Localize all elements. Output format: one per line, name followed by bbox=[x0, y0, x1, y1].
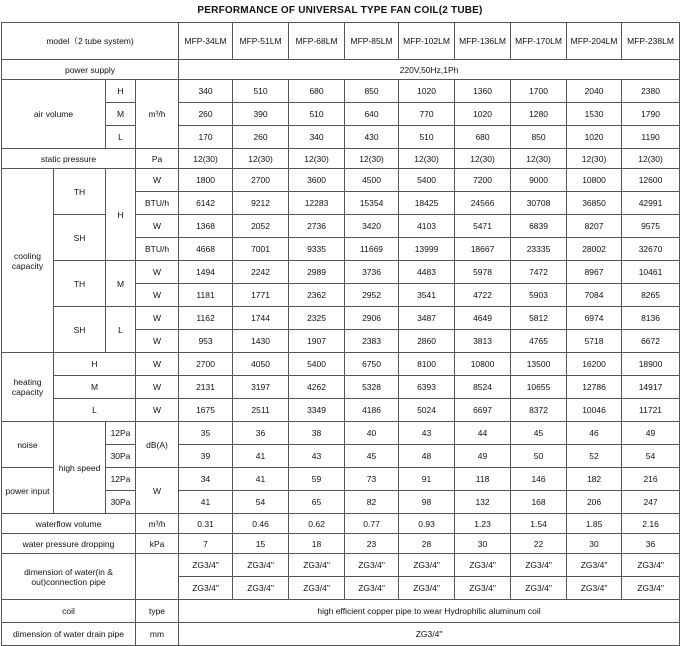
value-cell: 65 bbox=[289, 491, 345, 514]
value-cell: 2952 bbox=[345, 284, 399, 307]
table-row bbox=[2, 307, 680, 330]
value-cell: 1.85 bbox=[567, 514, 622, 534]
power-supply-value: 220V,50Hz,1Ph bbox=[179, 60, 680, 80]
value-cell: 5400 bbox=[399, 169, 455, 192]
value-cell: 24566 bbox=[455, 192, 511, 215]
value-cell: 1790 bbox=[622, 103, 680, 126]
value-cell: 0.77 bbox=[345, 514, 399, 534]
value-cell: 1800 bbox=[179, 169, 233, 192]
value-cell: 54 bbox=[622, 445, 680, 468]
water-pressure-label: water pressure dropping bbox=[2, 534, 136, 554]
speed-level: L bbox=[106, 307, 136, 353]
value-cell: 12(30) bbox=[567, 149, 622, 169]
value-cell: 1675 bbox=[179, 399, 233, 422]
value-cell: ZG3/4" bbox=[399, 577, 455, 600]
value-cell: ZG3/4" bbox=[455, 577, 511, 600]
table-title: PERFORMANCE OF UNIVERSAL TYPE FAN COIL(2 TUBE) bbox=[197, 5, 483, 16]
value-cell: ZG3/4" bbox=[622, 554, 680, 577]
value-cell: 5978 bbox=[455, 261, 511, 284]
value-cell: 91 bbox=[399, 468, 455, 491]
value-cell: 1430 bbox=[233, 330, 289, 353]
noise-unit: dB(A) bbox=[136, 422, 179, 468]
value-cell: 510 bbox=[289, 103, 345, 126]
value-cell: 260 bbox=[233, 126, 289, 149]
value-cell: 7001 bbox=[233, 238, 289, 261]
value-cell: 22 bbox=[511, 534, 567, 554]
value-cell: 6142 bbox=[179, 192, 233, 215]
value-cell: 30708 bbox=[511, 192, 567, 215]
value-cell: 10046 bbox=[567, 399, 622, 422]
value-cell: 3487 bbox=[399, 307, 455, 330]
value-cell: 3813 bbox=[455, 330, 511, 353]
table-row bbox=[2, 514, 680, 534]
value-cell: 35 bbox=[179, 422, 233, 445]
value-cell: 168 bbox=[511, 491, 567, 514]
value-cell: 41 bbox=[179, 491, 233, 514]
model-name: MFP-85LM bbox=[345, 23, 399, 60]
value-cell: 54 bbox=[233, 491, 289, 514]
value-cell: 3541 bbox=[399, 284, 455, 307]
value-cell: 510 bbox=[399, 126, 455, 149]
value-cell: 2700 bbox=[179, 353, 233, 376]
high-speed-label: high speed bbox=[54, 422, 106, 514]
value-cell: 1280 bbox=[511, 103, 567, 126]
value-cell: 5400 bbox=[289, 353, 345, 376]
value-cell: 680 bbox=[289, 80, 345, 103]
value-cell: 8372 bbox=[511, 399, 567, 422]
value-cell: 1.23 bbox=[455, 514, 511, 534]
value-cell: 4186 bbox=[345, 399, 399, 422]
value-cell: 15 bbox=[233, 534, 289, 554]
value-cell: 8524 bbox=[455, 376, 511, 399]
value-cell: 6839 bbox=[511, 215, 567, 238]
value-cell: 2700 bbox=[233, 169, 289, 192]
value-cell: 6393 bbox=[399, 376, 455, 399]
value-cell: 4050 bbox=[233, 353, 289, 376]
value-cell: 14917 bbox=[622, 376, 680, 399]
value-cell: 3600 bbox=[289, 169, 345, 192]
model-label: model（2 tube system) bbox=[2, 23, 179, 60]
connection-pipe-label: dimension of water(in & out)connection pipe bbox=[2, 554, 136, 600]
table-row bbox=[2, 600, 680, 623]
table-row bbox=[2, 23, 680, 60]
value-cell: 12(30) bbox=[622, 149, 680, 169]
value-cell: 23335 bbox=[511, 238, 567, 261]
table-row bbox=[2, 534, 680, 554]
value-cell: 4103 bbox=[399, 215, 455, 238]
pressure-level: 12Pa bbox=[106, 422, 136, 445]
value-cell: 4500 bbox=[345, 169, 399, 192]
table-row bbox=[2, 60, 680, 80]
value-cell: 18900 bbox=[622, 353, 680, 376]
value-cell: ZG3/4" bbox=[233, 554, 289, 577]
sh-label: SH bbox=[54, 307, 106, 353]
speed-level: M bbox=[106, 261, 136, 307]
value-cell: 38 bbox=[289, 422, 345, 445]
value-cell: ZG3/4" bbox=[455, 554, 511, 577]
value-cell: 52 bbox=[567, 445, 622, 468]
value-cell: 2860 bbox=[399, 330, 455, 353]
value-cell: 4722 bbox=[455, 284, 511, 307]
value-cell: 0.31 bbox=[179, 514, 233, 534]
value-cell: 640 bbox=[345, 103, 399, 126]
connection-pipe-unit bbox=[136, 554, 179, 600]
static-pressure-label: static pressure bbox=[2, 149, 136, 169]
sh-label: SH bbox=[54, 215, 106, 261]
table-row bbox=[2, 554, 680, 577]
value-cell: 2989 bbox=[289, 261, 345, 284]
value-cell: 2736 bbox=[289, 215, 345, 238]
value-cell: 2.16 bbox=[622, 514, 680, 534]
value-cell: 1494 bbox=[179, 261, 233, 284]
value-cell: ZG3/4" bbox=[345, 577, 399, 600]
value-cell: 8100 bbox=[399, 353, 455, 376]
value-cell: 340 bbox=[179, 80, 233, 103]
value-cell: 2131 bbox=[179, 376, 233, 399]
value-cell: 42991 bbox=[622, 192, 680, 215]
value-cell: ZG3/4" bbox=[622, 577, 680, 600]
value-cell: 10461 bbox=[622, 261, 680, 284]
value-cell: ZG3/4" bbox=[511, 554, 567, 577]
value-cell: 36 bbox=[622, 534, 680, 554]
speed-level: L bbox=[54, 399, 136, 422]
value-cell: ZG3/4" bbox=[399, 554, 455, 577]
value-cell: 260 bbox=[179, 103, 233, 126]
value-cell: 2052 bbox=[233, 215, 289, 238]
value-cell: 12600 bbox=[622, 169, 680, 192]
value-cell: 30 bbox=[455, 534, 511, 554]
unit-cell: W bbox=[136, 169, 179, 192]
value-cell: 6750 bbox=[345, 353, 399, 376]
value-cell: 2380 bbox=[622, 80, 680, 103]
coil-unit: type bbox=[136, 600, 179, 623]
value-cell: 12(30) bbox=[179, 149, 233, 169]
value-cell: 2325 bbox=[289, 307, 345, 330]
value-cell: 3736 bbox=[345, 261, 399, 284]
table-row bbox=[2, 169, 680, 192]
value-cell: 11669 bbox=[345, 238, 399, 261]
table-row bbox=[2, 149, 680, 169]
unit-cell: W bbox=[136, 353, 179, 376]
value-cell: 4649 bbox=[455, 307, 511, 330]
value-cell: 510 bbox=[233, 80, 289, 103]
value-cell: 12283 bbox=[289, 192, 345, 215]
waterflow-unit: m³/h bbox=[136, 514, 179, 534]
value-cell: 1020 bbox=[455, 103, 511, 126]
value-cell: 430 bbox=[345, 126, 399, 149]
value-cell: 8136 bbox=[622, 307, 680, 330]
value-cell: 2511 bbox=[233, 399, 289, 422]
value-cell: 7472 bbox=[511, 261, 567, 284]
table-row bbox=[2, 215, 680, 238]
value-cell: 12(30) bbox=[455, 149, 511, 169]
value-cell: 39 bbox=[179, 445, 233, 468]
pressure-level: 12Pa bbox=[106, 468, 136, 491]
value-cell: 36 bbox=[233, 422, 289, 445]
value-cell: 98 bbox=[399, 491, 455, 514]
value-cell: 1368 bbox=[179, 215, 233, 238]
model-name: MFP-68LM bbox=[289, 23, 345, 60]
value-cell: 2906 bbox=[345, 307, 399, 330]
value-cell: ZG3/4" bbox=[567, 577, 622, 600]
table-body bbox=[2, 23, 680, 646]
value-cell: 12786 bbox=[567, 376, 622, 399]
value-cell: 8207 bbox=[567, 215, 622, 238]
unit-cell: W bbox=[136, 307, 179, 330]
unit-cell: W bbox=[136, 330, 179, 353]
value-cell: 1.54 bbox=[511, 514, 567, 534]
value-cell: 6672 bbox=[622, 330, 680, 353]
speed-level: H bbox=[54, 353, 136, 376]
unit-cell: BTU/h bbox=[136, 238, 179, 261]
value-cell: 73 bbox=[345, 468, 399, 491]
value-cell: 247 bbox=[622, 491, 680, 514]
value-cell: 49 bbox=[455, 445, 511, 468]
value-cell: 10655 bbox=[511, 376, 567, 399]
table-row bbox=[2, 261, 680, 284]
value-cell: 45 bbox=[345, 445, 399, 468]
value-cell: 1181 bbox=[179, 284, 233, 307]
value-cell: 3420 bbox=[345, 215, 399, 238]
value-cell: 1907 bbox=[289, 330, 345, 353]
table-row bbox=[2, 80, 680, 103]
value-cell: 12(30) bbox=[233, 149, 289, 169]
value-cell: 2383 bbox=[345, 330, 399, 353]
value-cell: 8967 bbox=[567, 261, 622, 284]
water-pressure-unit: kPa bbox=[136, 534, 179, 554]
performance-table bbox=[1, 22, 680, 646]
value-cell: 40 bbox=[345, 422, 399, 445]
value-cell: 1162 bbox=[179, 307, 233, 330]
value-cell: 0.93 bbox=[399, 514, 455, 534]
unit-cell: W bbox=[136, 399, 179, 422]
value-cell: 45 bbox=[511, 422, 567, 445]
noise-label: noise bbox=[2, 422, 54, 468]
value-cell: 4483 bbox=[399, 261, 455, 284]
speed-level: L bbox=[106, 126, 136, 149]
value-cell: 36850 bbox=[567, 192, 622, 215]
value-cell: 3349 bbox=[289, 399, 345, 422]
value-cell: 9575 bbox=[622, 215, 680, 238]
value-cell: ZG3/4" bbox=[511, 577, 567, 600]
th-label: TH bbox=[54, 169, 106, 215]
value-cell: 1020 bbox=[567, 126, 622, 149]
value-cell: 11721 bbox=[622, 399, 680, 422]
value-cell: ZG3/4" bbox=[289, 577, 345, 600]
power-supply-label: power supply bbox=[2, 60, 179, 80]
drain-pipe-label: dimension of water drain pipe bbox=[2, 623, 136, 646]
unit-cell: BTU/h bbox=[136, 192, 179, 215]
value-cell: ZG3/4" bbox=[289, 554, 345, 577]
value-cell: 12(30) bbox=[289, 149, 345, 169]
value-cell: 170 bbox=[179, 126, 233, 149]
value-cell: 680 bbox=[455, 126, 511, 149]
value-cell: 9335 bbox=[289, 238, 345, 261]
value-cell: 5024 bbox=[399, 399, 455, 422]
value-cell: 28 bbox=[399, 534, 455, 554]
value-cell: 7 bbox=[179, 534, 233, 554]
value-cell: 1530 bbox=[567, 103, 622, 126]
model-name: MFP-34LM bbox=[179, 23, 233, 60]
speed-level: M bbox=[106, 103, 136, 126]
value-cell: 18 bbox=[289, 534, 345, 554]
cooling-capacity-label: cooling capacity bbox=[2, 169, 54, 353]
speed-level: H bbox=[106, 80, 136, 103]
model-name: MFP-102LM bbox=[399, 23, 455, 60]
value-cell: 3197 bbox=[233, 376, 289, 399]
static-pressure-unit: Pa bbox=[136, 149, 179, 169]
value-cell: 2040 bbox=[567, 80, 622, 103]
value-cell: 30 bbox=[567, 534, 622, 554]
value-cell: 43 bbox=[399, 422, 455, 445]
value-cell: 2242 bbox=[233, 261, 289, 284]
value-cell: 390 bbox=[233, 103, 289, 126]
value-cell: 1771 bbox=[233, 284, 289, 307]
table-row bbox=[2, 376, 680, 399]
value-cell: 850 bbox=[511, 126, 567, 149]
air-volume-unit: m³/h bbox=[136, 80, 179, 149]
value-cell: 49 bbox=[622, 422, 680, 445]
value-cell: 41 bbox=[233, 445, 289, 468]
value-cell: 0.46 bbox=[233, 514, 289, 534]
value-cell: 82 bbox=[345, 491, 399, 514]
value-cell: 32670 bbox=[622, 238, 680, 261]
value-cell: 5718 bbox=[567, 330, 622, 353]
value-cell: 953 bbox=[179, 330, 233, 353]
th-label: TH bbox=[54, 261, 106, 307]
value-cell: 6974 bbox=[567, 307, 622, 330]
value-cell: 13500 bbox=[511, 353, 567, 376]
value-cell: ZG3/4" bbox=[179, 554, 233, 577]
value-cell: 5328 bbox=[345, 376, 399, 399]
value-cell: 15354 bbox=[345, 192, 399, 215]
value-cell: 13999 bbox=[399, 238, 455, 261]
value-cell: 7200 bbox=[455, 169, 511, 192]
heating-capacity-label: heating capacity bbox=[2, 353, 54, 422]
value-cell: 12(30) bbox=[345, 149, 399, 169]
value-cell: 850 bbox=[345, 80, 399, 103]
model-name: MFP-204LM bbox=[567, 23, 622, 60]
value-cell: 182 bbox=[567, 468, 622, 491]
value-cell: 18667 bbox=[455, 238, 511, 261]
value-cell: 44 bbox=[455, 422, 511, 445]
value-cell: 10800 bbox=[455, 353, 511, 376]
value-cell: 4765 bbox=[511, 330, 567, 353]
model-name: MFP-238LM bbox=[622, 23, 680, 60]
value-cell: 41 bbox=[233, 468, 289, 491]
value-cell: 5471 bbox=[455, 215, 511, 238]
value-cell: 5903 bbox=[511, 284, 567, 307]
value-cell: ZG3/4" bbox=[567, 554, 622, 577]
power-input-label: power input bbox=[2, 468, 54, 514]
value-cell: 18425 bbox=[399, 192, 455, 215]
unit-cell: W bbox=[136, 261, 179, 284]
pressure-level: 30Pa bbox=[106, 445, 136, 468]
value-cell: 4668 bbox=[179, 238, 233, 261]
value-cell: 43 bbox=[289, 445, 345, 468]
drain-pipe-value: ZG3/4" bbox=[179, 623, 680, 646]
table-row bbox=[2, 623, 680, 646]
value-cell: 6697 bbox=[455, 399, 511, 422]
value-cell: 132 bbox=[455, 491, 511, 514]
value-cell: 1020 bbox=[399, 80, 455, 103]
speed-level: M bbox=[54, 376, 136, 399]
value-cell: 59 bbox=[289, 468, 345, 491]
value-cell: 216 bbox=[622, 468, 680, 491]
value-cell: 16200 bbox=[567, 353, 622, 376]
value-cell: 5812 bbox=[511, 307, 567, 330]
value-cell: 206 bbox=[567, 491, 622, 514]
value-cell: 23 bbox=[345, 534, 399, 554]
coil-value: high efficient copper pipe to wear Hydrophilic aluminum coil bbox=[179, 600, 680, 623]
air-volume-label: air volume bbox=[2, 80, 106, 149]
speed-level: H bbox=[106, 169, 136, 261]
drain-pipe-unit: mm bbox=[136, 623, 179, 646]
unit-cell: W bbox=[136, 376, 179, 399]
value-cell: 12(30) bbox=[511, 149, 567, 169]
unit-cell: W bbox=[136, 215, 179, 238]
value-cell: 118 bbox=[455, 468, 511, 491]
unit-cell: W bbox=[136, 284, 179, 307]
value-cell: 9000 bbox=[511, 169, 567, 192]
value-cell: 46 bbox=[567, 422, 622, 445]
value-cell: 12(30) bbox=[399, 149, 455, 169]
value-cell: ZG3/4" bbox=[345, 554, 399, 577]
value-cell: 50 bbox=[511, 445, 567, 468]
model-name: MFP-51LM bbox=[233, 23, 289, 60]
value-cell: 10800 bbox=[567, 169, 622, 192]
waterflow-label: waterflow volume bbox=[2, 514, 136, 534]
value-cell: 146 bbox=[511, 468, 567, 491]
pressure-level: 30Pa bbox=[106, 491, 136, 514]
value-cell: ZG3/4" bbox=[179, 577, 233, 600]
table-row bbox=[2, 399, 680, 422]
value-cell: 770 bbox=[399, 103, 455, 126]
value-cell: 1190 bbox=[622, 126, 680, 149]
value-cell: 1700 bbox=[511, 80, 567, 103]
table-row bbox=[2, 353, 680, 376]
value-cell: 34 bbox=[179, 468, 233, 491]
value-cell: 1360 bbox=[455, 80, 511, 103]
value-cell: 7084 bbox=[567, 284, 622, 307]
coil-label: coil bbox=[2, 600, 136, 623]
value-cell: ZG3/4" bbox=[233, 577, 289, 600]
value-cell: 2362 bbox=[289, 284, 345, 307]
power-input-unit: W bbox=[136, 468, 179, 514]
value-cell: 8265 bbox=[622, 284, 680, 307]
value-cell: 48 bbox=[399, 445, 455, 468]
model-name: MFP-136LM bbox=[455, 23, 511, 60]
table-row bbox=[2, 422, 680, 445]
value-cell: 0.62 bbox=[289, 514, 345, 534]
value-cell: 1744 bbox=[233, 307, 289, 330]
model-name: MFP-170LM bbox=[511, 23, 567, 60]
value-cell: 340 bbox=[289, 126, 345, 149]
value-cell: 28002 bbox=[567, 238, 622, 261]
value-cell: 9212 bbox=[233, 192, 289, 215]
value-cell: 4262 bbox=[289, 376, 345, 399]
